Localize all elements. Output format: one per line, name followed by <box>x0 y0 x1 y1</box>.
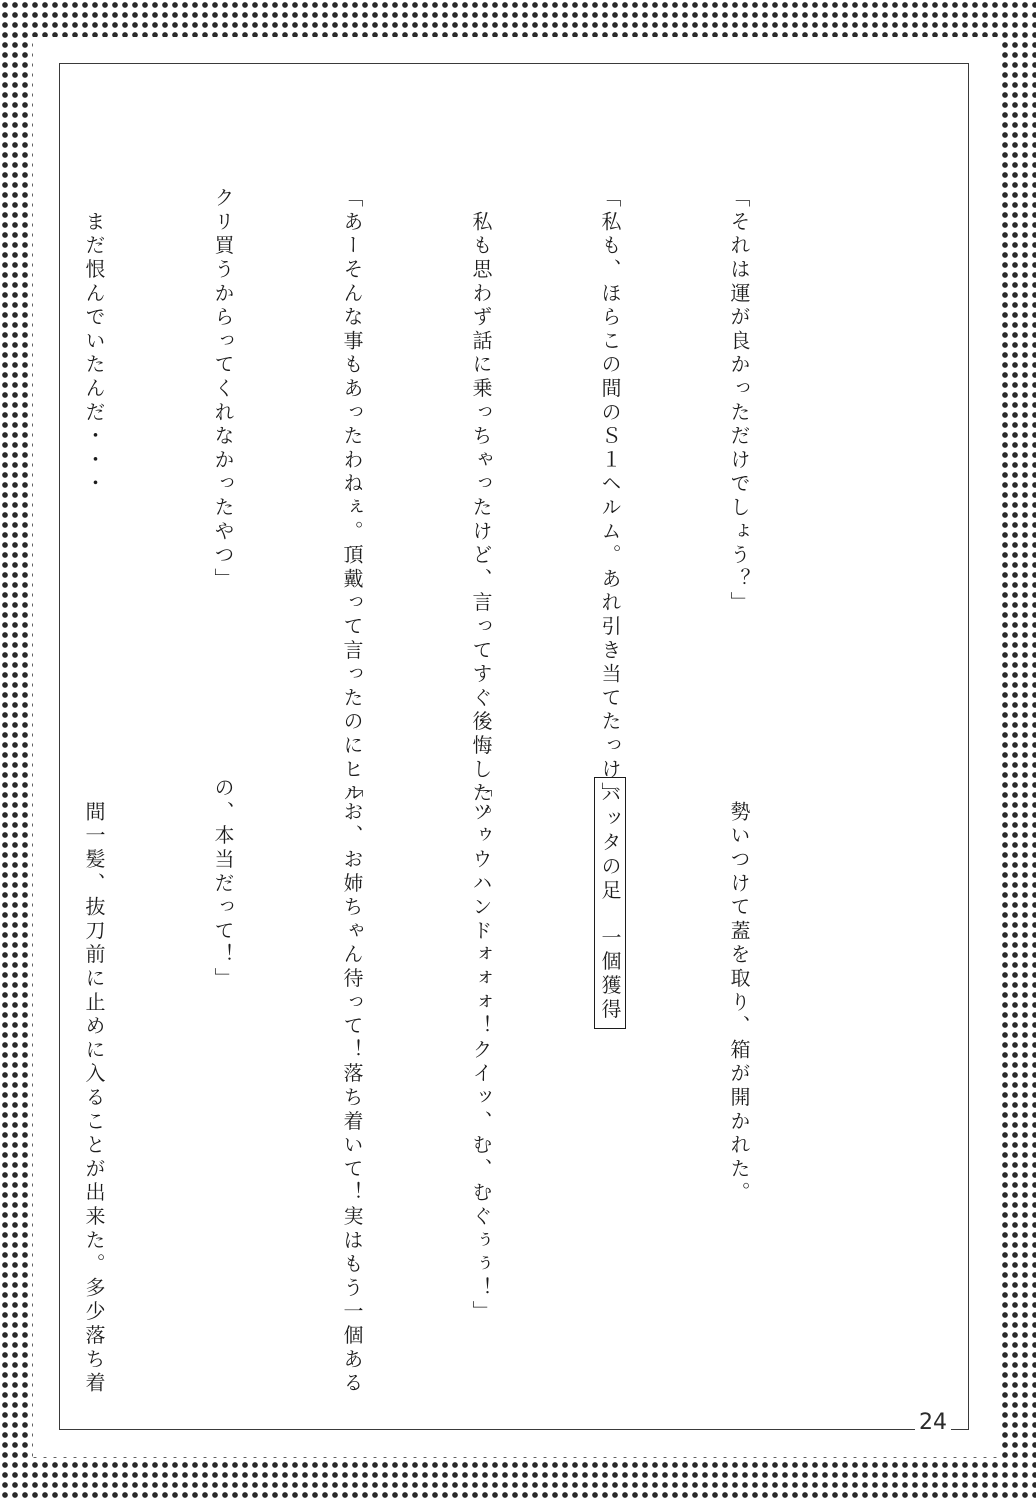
text-line: クリ買うからってくれなかったやつ」 <box>211 187 235 592</box>
text-line: 間一髪、抜刀前に止めに入ることが出来た。多少落ち着 <box>82 777 106 1396</box>
text-line: 「私も、ほらこの間のＳ１ヘルム。あれ引き当てたっけ」 <box>598 187 622 806</box>
boxed-label-line <box>588 777 631 1377</box>
text-line: 私も思わず話に乗っちゃったけど、言ってすぐ後悔した。 <box>469 187 493 830</box>
text-line: の、本当だって！」 <box>211 777 235 992</box>
boxed-label: バッタの足 一個獲得 <box>594 777 626 1029</box>
text-line: 勢いつけて蓋を取り、箱が開かれた。 <box>727 777 751 1206</box>
text-line: 「あーそんな事もあったわねぇ。頂戴って言ったのにヒル <box>340 187 364 806</box>
upper-text-block <box>0 187 846 830</box>
page-number: 24 <box>915 1410 951 1435</box>
lower-text-block <box>0 777 846 1396</box>
text-line: まだ恨んでいたんだ・・・ <box>82 187 106 497</box>
page-frame <box>33 37 999 1457</box>
text-line: 「それは運が良かっただけでしょう？」 <box>727 187 751 616</box>
text-line: 「お、お姉ちゃん待って！落ち着いて！実はもう一個ある <box>340 777 364 1396</box>
text-line: 「ツゥウハンドォォォ！クイッ、む、むぐぅぅ！」 <box>469 777 493 1325</box>
